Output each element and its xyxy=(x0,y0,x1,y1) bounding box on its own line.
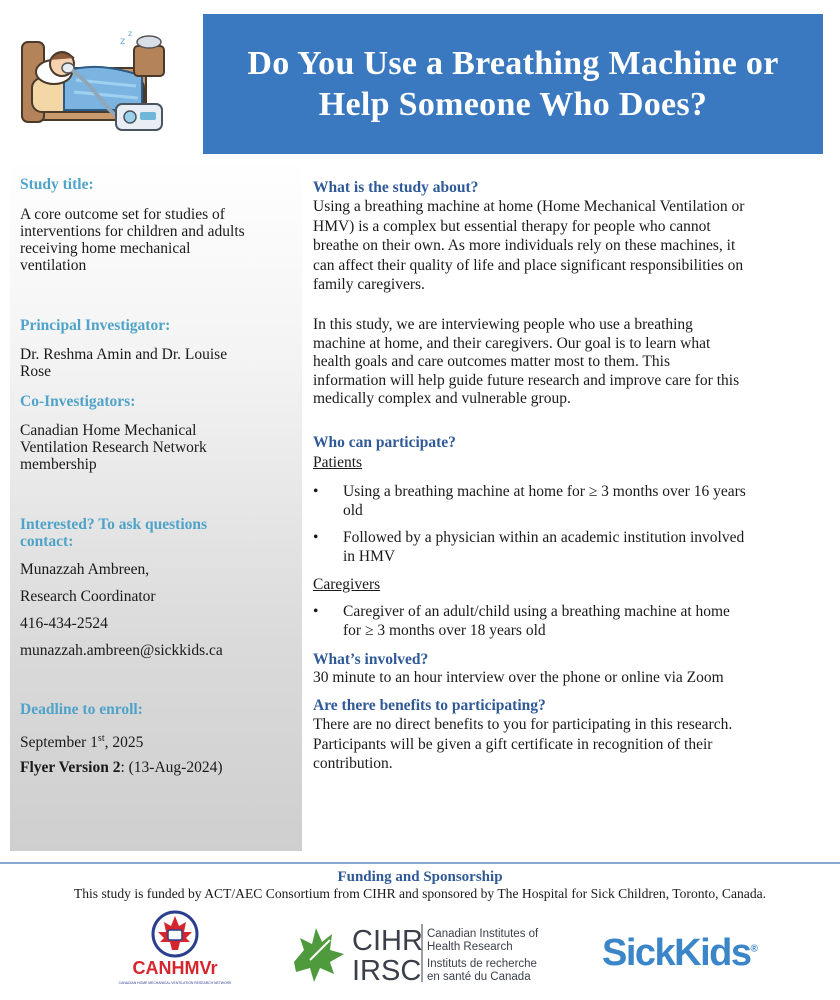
svg-text:Instituts de recherche: Instituts de recherche xyxy=(427,958,537,970)
canhmvr-subtitle: CANADIAN HOME MECHANICAL VENTILATION RESEARCH NETWORK xyxy=(118,981,232,985)
cihr-abbr: CIHR xyxy=(352,925,423,957)
contact-heading: Interested? To ask questions contact: xyxy=(20,516,208,550)
sickkids-logo xyxy=(602,932,758,975)
contact-name: Munazzah Ambreen, xyxy=(20,561,150,578)
irsc-abbr: IRSC xyxy=(352,955,422,987)
patients-label: Patients xyxy=(313,454,363,471)
involved-text: 30 minute to an hour interview over the phone or online via Zoom xyxy=(313,669,724,686)
co-investigators-text: Canadian Home Mechanical Ventilation Research Network membership xyxy=(20,422,207,473)
funding-text: This study is funded by ACT/AEC Consortium from CIHR and sponsored by The Hospital for Sick Children, Toronto, Canada. xyxy=(73,886,767,901)
benefits-heading: Are there benefits to participating? xyxy=(313,697,546,714)
svg-text:en santé du Canada: en santé du Canada xyxy=(427,971,531,983)
deadline-date: September 1st, 2025 xyxy=(20,733,144,752)
bullet-icon: • xyxy=(313,483,319,500)
contact-role: Research Coordinator xyxy=(20,588,156,605)
flyer-version: Flyer Version 2: (13-Aug-2024) xyxy=(20,759,223,776)
title-banner xyxy=(203,14,823,154)
co-investigators-heading: Co-Investigators: xyxy=(20,393,136,410)
bullet-icon: • xyxy=(313,603,319,620)
registered-mark: ® xyxy=(750,943,758,955)
who-heading: Who can participate? xyxy=(313,434,456,451)
contact-phone[interactable]: 416-434-2524 xyxy=(20,615,108,632)
pi-heading: Principal Investigator: xyxy=(20,317,171,334)
about-paragraph-1: Using a breathing machine at home (Home Mechanical Ventilation or HMV) is a complex but essential therapy for people who cannot breathe on their own. As more individuals rely on these machines, it can affect their quality of life and place significant responsibilities on family caregivers. xyxy=(313,198,745,293)
svg-text:z: z xyxy=(120,36,126,47)
title-line-1: Do You Use a Breathing Machine or xyxy=(247,45,779,82)
study-title-text: A core outcome set for studies of interventions for children and adults receiving home mechanical ventilation xyxy=(20,206,245,274)
contact-email-link[interactable]: munazzah.ambreen@sickkids.ca xyxy=(20,642,223,659)
svg-text:Health Research: Health Research xyxy=(427,941,513,953)
involved-heading: What’s involved? xyxy=(313,651,429,668)
funding-heading: Funding and Sponsorship xyxy=(337,869,503,885)
svg-text:z: z xyxy=(128,29,133,38)
page-title xyxy=(213,43,813,125)
cihr-irsc-logo-icon xyxy=(290,920,550,987)
svg-text:Canadian Institutes of: Canadian Institutes of xyxy=(427,928,539,940)
benefits-text: There are no direct benefits to you for participating in this research. Participants will be given a gift certificate in recognition of their contribution. xyxy=(313,716,733,772)
canhmvr-logo-icon xyxy=(118,908,232,992)
pi-text: Dr. Reshma Amin and Dr. Louise Rose xyxy=(20,346,228,380)
deadline-heading: Deadline to enroll: xyxy=(20,701,143,718)
bullet-icon: • xyxy=(313,529,319,546)
about-heading: What is the study about? xyxy=(313,179,479,196)
about-paragraph-2: In this study, we are interviewing people who use a breathing machine at home, and their caregivers. Our goal is to learn what health goals and care outcomes matter most to them. This information will help guide future research and improve care for this medically complex and vulnerable group. xyxy=(313,316,740,407)
breathing-machine-illustration-icon xyxy=(16,20,176,140)
sickkids-name: SickKids xyxy=(602,932,751,974)
footer-divider xyxy=(0,862,840,864)
canhmvr-name: CANHMVr xyxy=(132,958,218,978)
title-line-2: Help Someone Who Does? xyxy=(318,86,708,123)
study-title-heading: Study title: xyxy=(20,176,94,193)
caregivers-label: Caregivers xyxy=(313,576,381,593)
